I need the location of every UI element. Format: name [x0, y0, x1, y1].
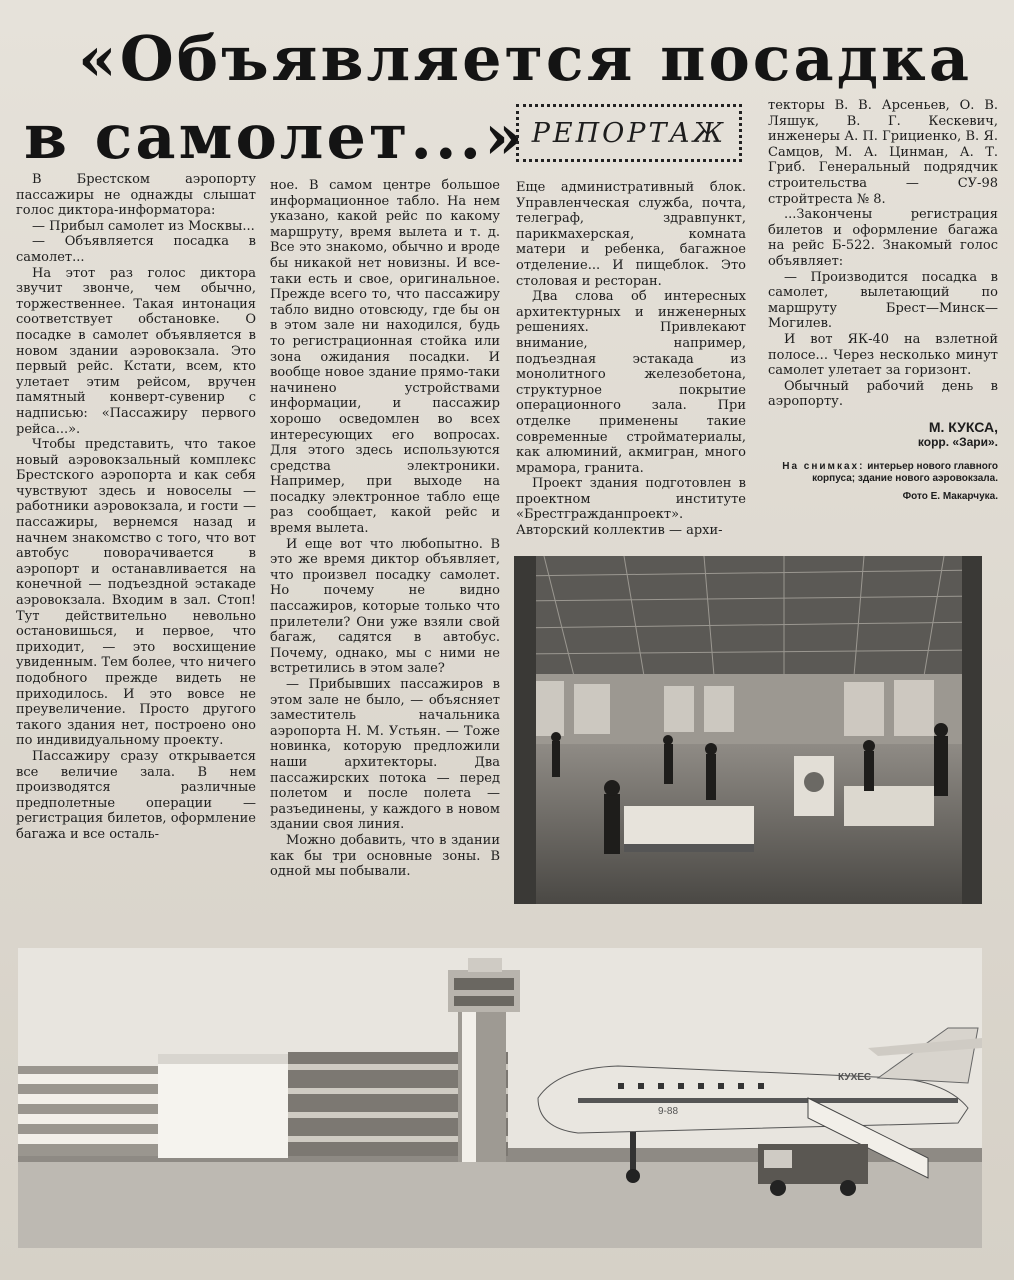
paragraph: Пассажиру сразу открывается все величие зала. В нем производятся различные предполетные операции — регистрация билетов, оформление багажа и все осталь-	[16, 748, 256, 842]
rubric-label: РЕПОРТАЖ	[531, 117, 727, 149]
photo-credit: Фото Е. Макарчука.	[902, 491, 998, 503]
caption-text: интерьер нового главного корпуса; здание нового аэровокзала.	[812, 461, 998, 485]
paragraph: ...Закончены регистрация билетов и оформление багажа на рейс Б-522. Знакомый голос объявляет:	[768, 207, 998, 269]
headline-line-2: в самолет...»	[24, 100, 526, 173]
paragraph: Еще административный блок. Управленческая служба, почта, телеграф, здравпункт, парикмахерская, комната матери и ребенка, багажное отделение... И пищеблок. Это столовая и ресторан.	[516, 180, 746, 289]
paragraph: Можно добавить, что в здании как бы три основные зоны. В одной мы побывали.	[270, 832, 500, 880]
article-column-2	[270, 178, 500, 880]
paragraph: Два слова об интересных архитектурных и инженерных решениях. Привлекают внимание, например, подъездная эстакада из монолитного железобетона, структурное покрытие операционного зала. При отделке применены такие современные стройматериалы, как алюминий, акмигран, много мрамора, гранита.	[516, 289, 746, 476]
headline-line-1: «Объявляется посадка	[78, 22, 973, 95]
paragraph: — Производится посадка в самолет, вылетающий по маршруту Брест—Минск—Могилев.	[768, 269, 998, 332]
airport-building-photo-drawing	[18, 948, 982, 1248]
photo-caption	[768, 461, 998, 485]
rubric-box	[516, 104, 742, 162]
plane-tail-marking: КУХЕС	[838, 1072, 872, 1083]
paragraph: — Объявляется посадка в самолет...	[16, 234, 256, 265]
airport-building-photo	[18, 948, 982, 1248]
article-column-1	[16, 172, 256, 843]
paragraph: — Прибывших пассажиров в этом зале не было, — объясняет заместитель начальника аэропорта Н. М. Устьян. — Тоже новинка, которую предложили наши архитекторы. Два пассажирских потока — перед полетом и после полета — разъединены, у каждого в новом здании своя линия.	[270, 677, 500, 833]
paragraph: И еще вот что любопытно. В это же время диктор объявляет, что произвел посадку самолет. Но почему не видно пассажиров, которые только что прилетели? Они уже взяли свой багаж, садятся в автобус. Почему, однако, мы с ними не встретились в этом зале?	[270, 536, 500, 677]
paragraph: ное. В самом центре большое информационное табло. На нем указано, какой рейс по какому маршруту, время вылета и т. д. Все это знакомо, обычно и вроде бы никакой нет новизны. И все-таки есть и свое, оригинальное. Прежде всего то, что пассажиру табло видно отовсюду, где бы он в этом зале ни находился, будь то регистрационная стойка или зона ожидания посадки. И вообще новое здание прямо-таки начинено устройствами информации, и пассажир хорошо осведомлен во всех интересующих его вопросах. Для этого здесь используются средства электроники. Например, при выходе на посадку электронное табло еще раз сообщает, какой рейс и время вылета.	[270, 178, 500, 537]
author-role: корр. «Зари».	[917, 435, 998, 450]
paragraph: Обычный рабочий день в аэропорту.	[768, 378, 998, 410]
paragraph: Чтобы представить, что такое новый аэровокзальный комплекс Брестского аэропорта и как себя чувствуют здесь и новоселы — работники аэровокзала, и гости — пассажиры, вернемся назад и начнем знакомство с того, что вот автобус поворачивается в аэропорт и останавливается на конечной — подъездной эстакаде аэровокзала. Входим в зал. Стоп! Тут действительно невольно остановишься, и первое, что приходит, — это восхищение увиденным. Тем более, что ничего подобного прежде видеть не приходилось. И это вовсе не преувеличение. Просто другого такого здания нет, построено оно по индивидуальному проекту.	[16, 437, 256, 749]
caption-label: На снимках:	[782, 461, 865, 473]
paragraph: На этот раз голос диктора звучит звонче, чем обычно, торжественнее. Такая интонация соответствует обстановке. О посадке в самолет объявляется в новом здании аэровокзала. Это первый рейс. Кстати, всем, кто улетает этим рейсом, вручен памятный конверт-сувенир с надписью: «Пассажиру первого рейса...».	[16, 265, 256, 437]
paragraph: В Брестском аэропорту пассажиры не однажды слышат голос диктора-информатора:	[16, 172, 256, 219]
article-column-3	[516, 180, 746, 539]
author-name: М. КУКСА,	[928, 418, 998, 435]
paragraph: И вот ЯК-40 на взлетной полосе... Через несколько минут самолет улетает за горизонт.	[768, 331, 998, 379]
paragraph: Проект здания подготовлен в проектном институте «Брестгражданпроект». Авторский коллектив — архи-	[516, 476, 746, 539]
article-column-4	[768, 98, 998, 505]
paragraph: — Прибыл самолет из Москвы...	[32, 218, 255, 234]
paragraph: текторы В. В. Арсеньев, О. В. Ляшук, В. Г. Кескевич, инженеры А. П. Грициенко, В. Я. Самцов, М. А. Цинман, А. Т. Гриб. Генеральный подрядчик строительства — СУ-98 стройтреста № 8.	[768, 98, 998, 207]
interior-photo-drawing	[514, 556, 982, 904]
plane-nose-marking: 9-88	[658, 1106, 679, 1117]
interior-photo	[514, 556, 982, 904]
